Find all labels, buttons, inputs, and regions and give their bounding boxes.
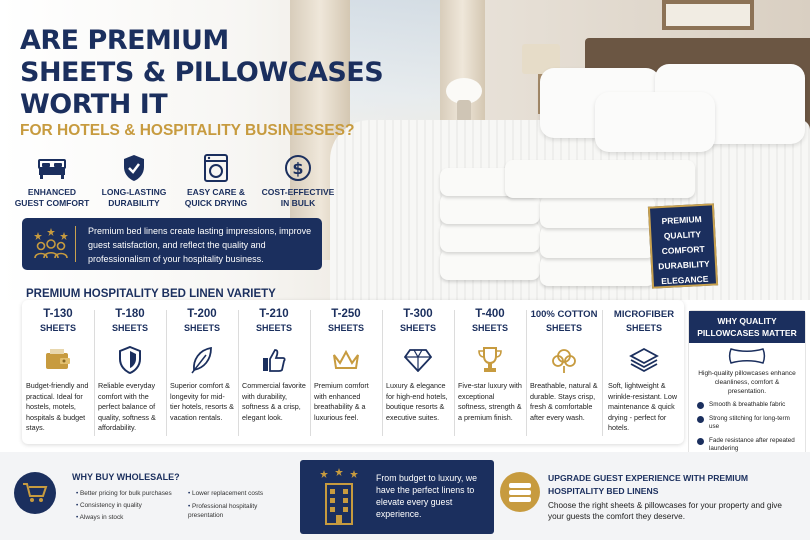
variety-title: PREMIUM HOSPITALITY BED LINEN VARIETY bbox=[26, 288, 276, 300]
tag-line: PREMIUM bbox=[661, 213, 702, 227]
item-sub: SHEETS bbox=[399, 323, 436, 333]
crown-icon bbox=[331, 345, 361, 375]
item-sub: SHEETS bbox=[111, 323, 148, 333]
item-sub: SHEETS bbox=[625, 323, 662, 333]
item-desc: Superior comfort & longevity for mid-tier hotels, resorts & vacation rentals. bbox=[170, 381, 234, 422]
variety-item bbox=[310, 300, 382, 444]
upgrade-text: Choose the right sheets & pillowcases for your property and give your guests the comfort they deserve. bbox=[548, 501, 782, 521]
tag-line: QUALITY bbox=[663, 229, 702, 241]
upgrade-section bbox=[500, 466, 800, 532]
title-line: ARE PREMIUM bbox=[20, 25, 229, 56]
feature-label: COST-EFFECTIVE IN BULK bbox=[261, 187, 335, 208]
item-code: T-130 bbox=[43, 308, 73, 320]
folded-sheet bbox=[440, 250, 540, 280]
item-desc: Reliable everyday comfort with the perfect balance of quality, softness & affordability. bbox=[98, 381, 156, 432]
variety-item bbox=[382, 300, 454, 444]
why-quality-title: WHY QUALITY PILLOWCASES MATTER bbox=[689, 311, 805, 343]
item-code: T-180 bbox=[115, 308, 145, 320]
item-sub: SHEETS bbox=[183, 323, 220, 333]
feature-cost-effective bbox=[260, 154, 336, 209]
tag-line: COMFORT bbox=[661, 243, 705, 257]
feature-easy-care bbox=[178, 154, 254, 209]
wholesale-section bbox=[14, 462, 294, 532]
pillow-icon bbox=[689, 343, 805, 369]
list-item: • Better pricing for bulk purchases bbox=[76, 488, 172, 500]
divider bbox=[602, 310, 603, 436]
folded-linens-icon bbox=[500, 472, 540, 512]
tag-line: ELEGANCE bbox=[660, 273, 709, 287]
luxury-banner bbox=[300, 460, 494, 534]
folded-sheet bbox=[440, 222, 540, 252]
variety-item bbox=[238, 300, 310, 444]
item-desc: Budget-friendly and practical. Ideal for hostels, motels, hospitals & budget stays. bbox=[26, 381, 89, 432]
cart-icon bbox=[14, 472, 56, 514]
cotton-flower-icon bbox=[549, 345, 579, 375]
list-item: Fade resistance after repeated laundering bbox=[697, 437, 801, 454]
item-code: T-300 bbox=[403, 308, 433, 320]
item-code: T-250 bbox=[331, 308, 361, 320]
feature-guest-comfort bbox=[14, 154, 90, 209]
item-code: 100% COTTON bbox=[530, 309, 598, 320]
layers-icon bbox=[629, 345, 659, 375]
feather-icon bbox=[187, 345, 217, 375]
item-desc: Five-star luxury with exceptional softness, strength & a premium finish. bbox=[458, 381, 522, 422]
quality-tag bbox=[648, 203, 718, 288]
intro-box bbox=[22, 218, 322, 270]
page-subtitle: FOR HOTELS & HOSPITALITY BUSINESSES? bbox=[20, 122, 355, 139]
dollar-coin-icon bbox=[283, 154, 313, 182]
folded-sheet bbox=[540, 256, 655, 286]
list-item: Strong stitching for long-term use bbox=[697, 415, 801, 432]
list-item: Smooth & breathable fabric bbox=[697, 401, 801, 410]
list-item: • Professional hospitality presentation bbox=[188, 502, 288, 520]
washing-machine-icon bbox=[201, 154, 231, 182]
shield-check-icon bbox=[119, 154, 149, 182]
vase bbox=[457, 100, 471, 122]
feature-durability bbox=[96, 154, 172, 209]
list-item: • Lower replacement costs bbox=[188, 488, 288, 500]
variety-item bbox=[166, 300, 238, 444]
guests-stars-icon bbox=[30, 226, 76, 262]
list-item: • Consistency in quality bbox=[76, 500, 172, 512]
trophy-icon bbox=[475, 345, 505, 375]
wholesale-list-left bbox=[76, 488, 172, 524]
page-title bbox=[20, 25, 383, 121]
folded-sheet bbox=[505, 160, 695, 198]
wallet-icon bbox=[43, 345, 73, 375]
item-desc: Premium comfort with enhanced breathability & a luxurious feel. bbox=[314, 381, 369, 422]
title-line: SHEETS & PILLOWCASES bbox=[20, 57, 384, 88]
variety-item bbox=[454, 300, 526, 444]
upgrade-title: UPGRADE GUEST EXPERIENCE WITH PREMIUM HOSPITALITY BED LINENS bbox=[548, 473, 749, 496]
variety-item bbox=[604, 300, 684, 444]
why-quality-intro: High-quality pillowcases enhance cleanliness, comfort & presentation. bbox=[698, 370, 796, 395]
folded-sheet bbox=[440, 194, 540, 224]
item-desc: Breathable, natural & durable. Stays crisp, fresh & comfortable after every wash. bbox=[530, 381, 598, 422]
item-sub: SHEETS bbox=[545, 323, 582, 333]
item-code: T-210 bbox=[259, 308, 289, 320]
hotel-building-icon bbox=[316, 468, 362, 531]
wall-frame bbox=[662, 0, 754, 30]
title-line: WORTH IT bbox=[20, 89, 168, 120]
variety-item bbox=[526, 300, 602, 444]
thumbs-up-icon bbox=[259, 345, 289, 375]
variety-item bbox=[94, 300, 166, 444]
item-sub: SHEETS bbox=[255, 323, 292, 333]
item-sub: SHEETS bbox=[39, 323, 76, 333]
pillow bbox=[595, 92, 715, 152]
wholesale-list-right bbox=[188, 488, 288, 520]
folded-sheet bbox=[540, 226, 655, 258]
tag-line: DURABILITY bbox=[658, 258, 710, 272]
shield-icon bbox=[115, 345, 145, 375]
item-sub: SHEETS bbox=[327, 323, 364, 333]
feature-label: ENHANCED GUEST COMFORT bbox=[14, 187, 90, 208]
feature-label: LONG-LASTING DURABILITY bbox=[101, 187, 167, 208]
item-desc: Luxury & elegance for high-end hotels, boutique resorts & executive suites. bbox=[386, 381, 448, 422]
luxury-text: From budget to luxury, we have the perfect linens to elevate every guest experience. bbox=[376, 473, 478, 519]
item-code: MICROFIBER bbox=[613, 309, 675, 320]
item-desc: Commercial favorite with durability, softness & a crisp, elegant look. bbox=[242, 381, 306, 422]
variety-item bbox=[22, 300, 94, 444]
intro-text: Premium bed linens create lasting impressions, improve guest satisfaction, and reflect the quality and professionalism of your hospitality business. bbox=[88, 226, 312, 264]
svg-text:$: $ bbox=[292, 159, 304, 178]
item-code: T-200 bbox=[187, 308, 217, 320]
diamond-icon bbox=[403, 345, 433, 375]
item-sub: SHEETS bbox=[471, 323, 508, 333]
item-desc: Soft, lightweight & wrinkle-resistant. Low maintenance & quick drying - perfect for hotels. bbox=[608, 381, 678, 432]
folded-sheet bbox=[540, 196, 655, 228]
item-code: T-400 bbox=[475, 308, 505, 320]
list-item: • Always in stock bbox=[76, 512, 172, 524]
feature-label: EASY CARE & QUICK DRYING bbox=[184, 187, 248, 208]
bed-icon bbox=[37, 154, 67, 182]
wholesale-title: WHY BUY WHOLESALE? bbox=[72, 472, 180, 482]
